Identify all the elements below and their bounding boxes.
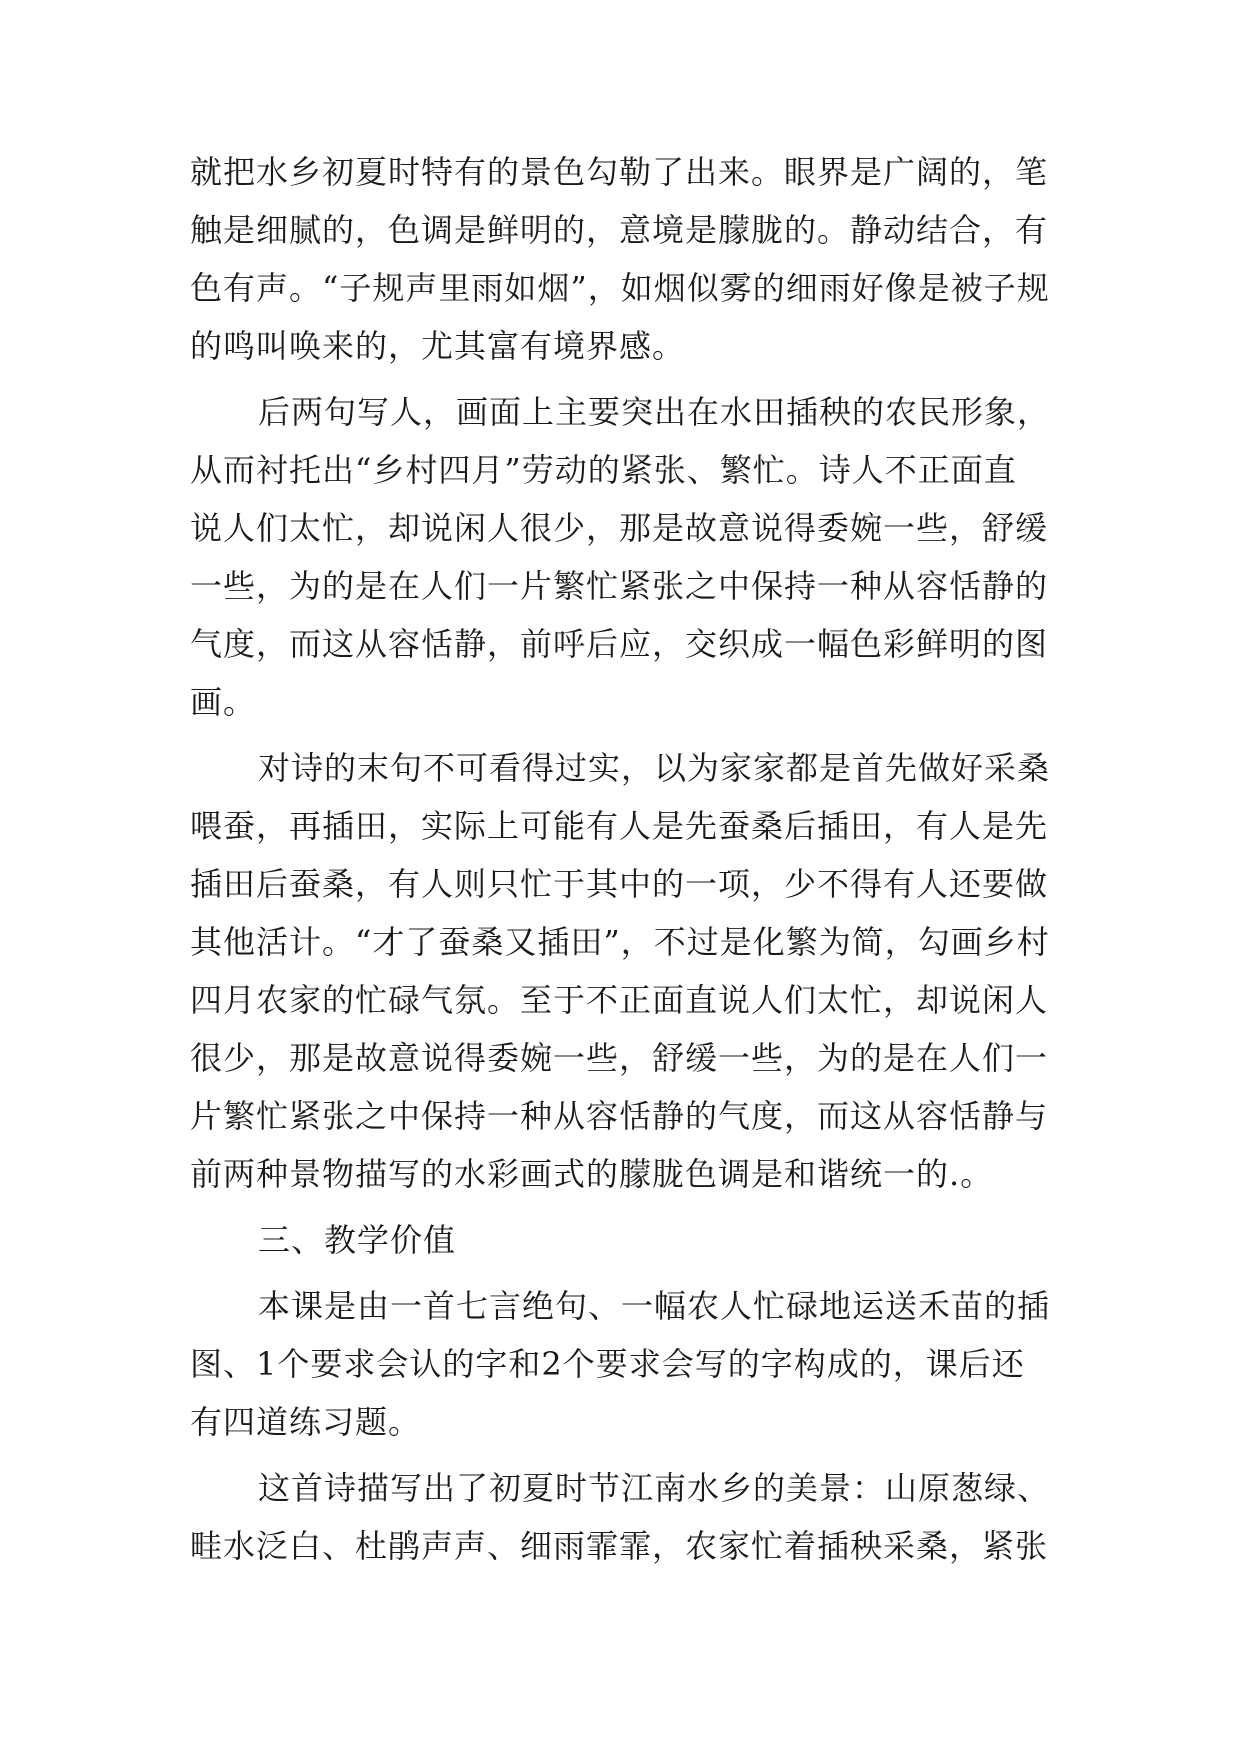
paragraph-line: 很少，那是故意说得委婉一些，舒缓一些，为的是在人们一 <box>190 1039 1049 1077</box>
paragraph-line: 就把水乡初夏时特有的景色勾勒了出来。眼界是广阔的，笔 <box>190 153 1049 191</box>
paragraph-line: 喂蚕，再插田，实际上可能有人是先蚕桑后插田，有人是先 <box>190 807 1049 845</box>
paragraph-line: 四月农家的忙碌气氛。至于不正面直说人们太忙，却说闲人 <box>190 981 1049 1019</box>
paragraph-line: 后两句写人，画面上主要突出在水田插秧的农民形象， <box>258 393 1051 431</box>
paragraph-line: 画。 <box>190 683 257 721</box>
paragraph-line: 从而衬托出“乡村四月”劳动的紧张、繁忙。诗人不正面直 <box>190 451 1017 489</box>
paragraph-line: 图、1个要求会认的字和2个要求会写的字构成的，课后还 <box>190 1345 1025 1383</box>
paragraph-line: 色有声。“子规声里雨如烟”，如烟似雾的细雨好像是被子规 <box>190 269 1050 307</box>
section-heading: 三、教学价值 <box>258 1221 457 1259</box>
paragraph-line: 有四道练习题。 <box>190 1403 422 1441</box>
paragraph-line: 畦水泛白、杜鹃声声、细雨霏霏，农家忙着插秧采桑，紧张 <box>190 1527 1049 1565</box>
paragraph-line: 气度，而这从容恬静，前呼后应，交织成一幅色彩鲜明的图 <box>190 625 1049 663</box>
paragraph-line: 一些，为的是在人们一片繁忙紧张之中保持一种从容恬静的 <box>190 567 1049 605</box>
paragraph-line: 触是细腻的，色调是鲜明的，意境是朦胧的。静动结合，有 <box>190 211 1049 249</box>
paragraph-line: 说人们太忙，却说闲人很少，那是故意说得委婉一些，舒缓 <box>190 509 1049 547</box>
paragraph-line: 前两种景物描写的水彩画式的朦胧色调是和谐统一的.。 <box>190 1155 994 1193</box>
paragraph-line: 对诗的末句不可看得过实，以为家家都是首先做好采桑 <box>258 749 1051 787</box>
paragraph-line: 插田后蚕桑，有人则只忙于其中的一项，少不得有人还要做 <box>190 865 1049 903</box>
paragraph-line: 其他活计。“才了蚕桑又插田”，不过是化繁为简，勾画乡村 <box>190 923 1050 961</box>
paragraph-line: 的鸣叫唤来的，尤其富有境界感。 <box>190 327 686 365</box>
paragraph-line: 这首诗描写出了初夏时节江南水乡的美景：山原葱绿、 <box>258 1469 1051 1507</box>
paragraph-line: 片繁忙紧张之中保持一种从容恬静的气度，而这从容恬静与 <box>190 1097 1049 1135</box>
paragraph-line: 本课是由一首七言绝句、一幅农人忙碌地运送禾苗的插 <box>258 1287 1051 1325</box>
